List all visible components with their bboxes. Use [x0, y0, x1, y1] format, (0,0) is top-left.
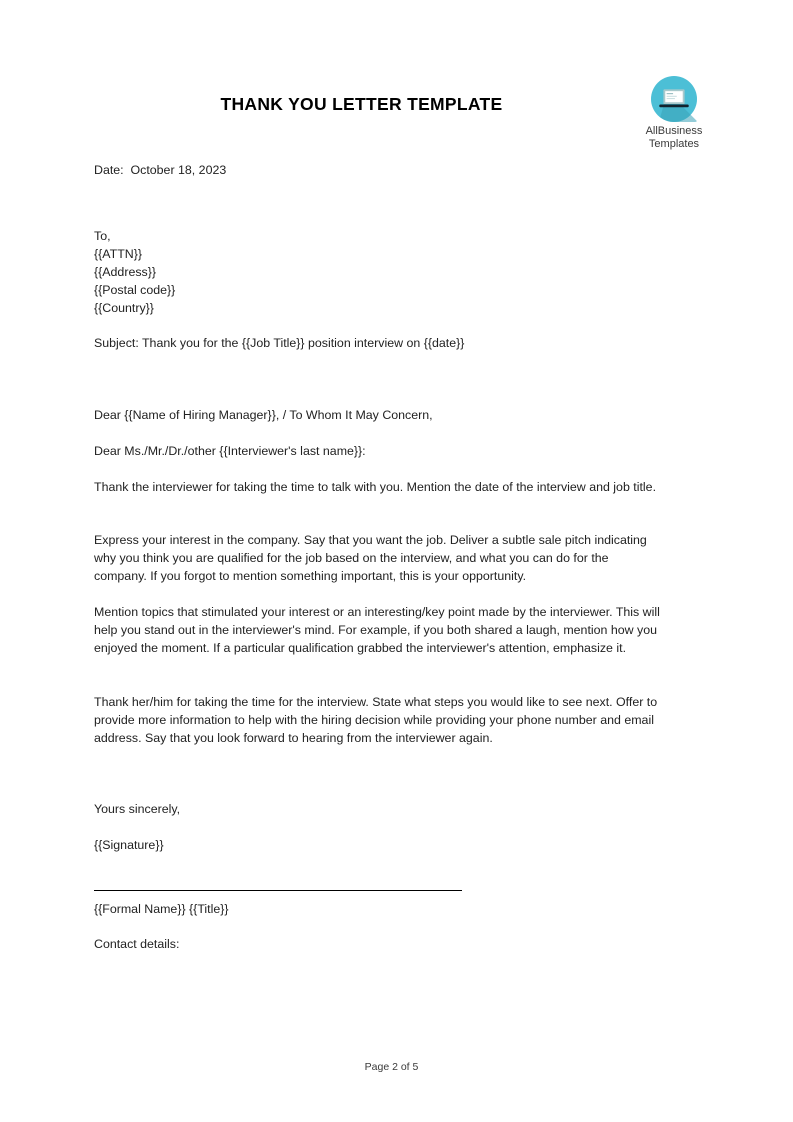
logo-line-2: Templates [648, 137, 700, 150]
address-country: {{Country}} [94, 301, 154, 315]
address-to-label: To, [94, 229, 111, 243]
logo-wordmark [630, 125, 718, 150]
formal-name-line: {{Formal Name}} {{Title}} [94, 902, 229, 916]
date-line: Date: October 18, 2023 [94, 163, 227, 177]
signature-placeholder: {{Signature}} [94, 838, 164, 852]
address-attn: {{ATTN}} [94, 247, 142, 261]
page-footer: Page 2 of 5 [364, 1061, 419, 1073]
address-street: {{Address}} [94, 265, 157, 279]
closing-line: Yours sincerely, [94, 802, 181, 816]
subject-line: Subject: Thank you for the {{Job Title}} position interview on {{date}} [94, 336, 465, 350]
laptop-icon [651, 76, 697, 122]
page-title: THANK YOU LETTER TEMPLATE [220, 94, 503, 114]
body-paragraph: Express your interest in the company. Say that you want the job. Deliver a subtle sale pitch indicating why you think you are qualified for the job based on the interview, and what you can do for the company. If you forgot to mention something important, this is your opportunity. [94, 533, 647, 584]
address-postal-code: {{Postal code}} [94, 283, 176, 297]
body-paragraph: Thank her/him for taking the time for the interview. State what steps you would like to see next. Offer to provide more information to help with the hiring decision while providing your phone number and email address. Say that you look forward to hearing from the interviewer again. [94, 695, 658, 746]
body-paragraph: Mention topics that stimulated your interest or an interesting/key point made by the interviewer. This will help you stand out in the interviewer's mind. For example, if you both shared a laugh, mention how you enjoyed the moment. If a particular qualification grabbed the interviewer's attention, emphasize it. [94, 605, 660, 656]
greeting-secondary: Dear Ms./Mr./Dr./other {{Interviewer's last name}}: [94, 444, 366, 458]
greeting-primary: Dear {{Name of Hiring Manager}}, / To Whom It May Concern, [94, 408, 433, 422]
body-paragraph: Thank the interviewer for taking the time to talk with you. Mention the date of the interview and job title. [94, 480, 657, 494]
logo-line-1: AllBusiness [645, 125, 703, 137]
contact-details-label: Contact details: [94, 937, 180, 951]
recipient-address-block [94, 227, 175, 317]
signature-rule [94, 890, 462, 891]
allbusiness-templates-logo [630, 76, 718, 150]
